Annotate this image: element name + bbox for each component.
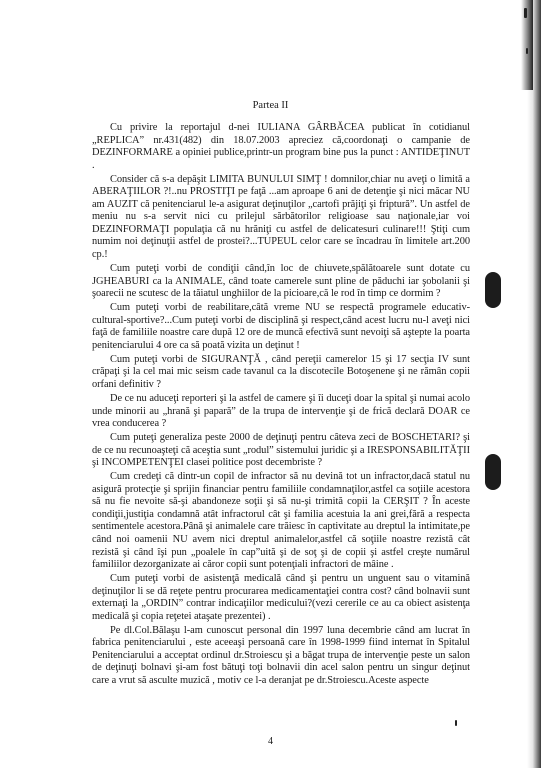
paragraph: Cum credeţi că dintr-un copil de infractor să nu devină tot un infractor,dacă statul nu asigură protecţie şi sprijin financiar pentru familiile condamnaţilor,astfel ca soţiile acestora să nu fie nevoite să-şi abandoneze soţii şi să nu-şi trimită copii la CERŞIT ? În aceste condiţii,justiţia condamnă atât infractorul cât şi familia acestuia la ani grei,fără a respecta sentimentele acestora.Până şi animalele care trăiesc în captivitate au dreptul la intimitate,pe când noi oamenii NU avem nici dreptul animalelor,astfel că soţiile noastre rezistă cât rezistă şi când îşi pun „poalele în cap”uită şi de soţ şi de copii şi astfel creşte numărul familiilor dezorganizate ai căror copii sunt potenţiali infractori de mâine .	[92, 471, 470, 571]
scan-speck	[524, 8, 527, 18]
paragraph: Cum puteţi vorbi de asistenţă medicală când şi pentru un unguent sau o vitamină deţinuţilor li se dă reţete pentru procurarea medicamentaţiei contra cost? când bolnavii sunt externaţi la „ORDIN” contrar indicaţiilor medicului?(vezi cererile ce au ca obiect asistenţa medicală şi copia reţetei ataşate prezentei) .	[92, 573, 470, 622]
punch-hole	[485, 454, 501, 490]
section-title: Partea II	[252, 100, 289, 111]
paragraph: Cum puteţi vorbi de SIGURANŢĂ , când pereţii camerelor 15 şi 17 secţia IV sunt crăpaţi şi la cel mai mic seism cade tavanul ca la discotecile Botoşenene şi ne rămân copii orfani definitiv ?	[92, 353, 470, 390]
paragraph: Cum puteţi generaliza peste 2000 de deţinuţi pentru câteva zeci de BOSCHETARI? şi de ce nu recunoaşteţi că aceştia sunt „rodul” sistemului juridic şi a IRESPONSABILITĂŢII şi INCOMPETENŢEI clasei politice post decembriste ?	[92, 432, 470, 469]
paragraph: Consider că s-a depăşit LIMITA BUNULUI SIMŢ ! domnilor,chiar nu aveţi o limită a ABERAŢIILOR ?!..nu PROSTIŢI pe faţă ...am aproape 6 ani de detenţie şi nici măcar NU am AUZIT că penitenciarul le-a asigurat deţinuţilor „cartofi prăjiţi şi friptură”. Un astfel de meniu nu s-a servit nici cu prilejul sărbătorilor religioase sau naţionale,iar voi DEZINFORMAŢI populaţia că nu hrăniţi cu astfel de delicatesuri culinare!!! Ştiţi cum numim noi deţinuţii astfel de prostei?...TUPEUL celor care se încadrau în limitele art.200 cp.!	[92, 173, 470, 260]
scan-corner-shadow	[521, 0, 533, 90]
body-text	[92, 122, 470, 689]
punch-hole	[485, 272, 501, 308]
scan-speck	[526, 48, 528, 54]
scan-edge-shadow	[527, 0, 541, 768]
scan-speck	[455, 720, 457, 726]
paragraph: Pe dl.Col.Bălaşu l-am cunoscut personal din 1997 luna decembrie când am lucrat în fabrica penitenciarului , este aceeaşi persoană care în 1998-1999 fiind internat în Spitalul Penitenciarului a acceptat ordinul dr.Stroiescu şi a băgat trupa de intervenţie peste un salon de deţinuţi bolnavi şi-am fost bătuţi toţi bolnavii din acel salon pentru un singur deţinut care a vrut să asculte muzică , motiv ce l-a deranjat pe dr.Stroiescu.Aceste aspecte	[92, 624, 470, 687]
paragraph: Cum puteţi vorbi de condiţii când,în loc de chiuvete,spălătoarele sunt dotate cu JGHEABURI ca la ANIMALE, când toate camerele sunt pline de păduchi iar şobolanii şi şoarecii ne scutesc de la tăiatul unghiilor de la picioare,că le rod în timp ce dormim ?	[92, 263, 470, 300]
paragraph: Cu privire la reportajul d-nei IULIANA GÂRBĂCEA publicat în cotidianul „REPLICA” nr.431(482) din 18.07.2003 apreciez că,coordonaţi o campanie de DEZINFORMARE a opiniei publice,printr-un program bine pus la punct : ANTIDEŢINUT .	[92, 122, 470, 171]
paragraph: Cum puteţi vorbi de reabilitare,câtă vreme NU se respectă programele educativ-cultural-sportive?...Cum puteţi vorbi de disciplină şi respect,când acest lucru nu-l aveţi nici faţă de familiile noastre care după 12 ore de muncă efectivă sunt nevoiţi să aştepte la poarta penitenciarului 4 ore ca să poată vizita un deţinut !	[92, 302, 470, 351]
paragraph: De ce nu aduceţi reporteri şi la astfel de camere şi îi duceţi doar la spital şi numai acolo unde minorii au „hrană şi papară” de la trupa de intervenţie şi de frică declară DOAR ce vrea conducerea ?	[92, 392, 470, 430]
page-number: 4	[268, 736, 273, 747]
